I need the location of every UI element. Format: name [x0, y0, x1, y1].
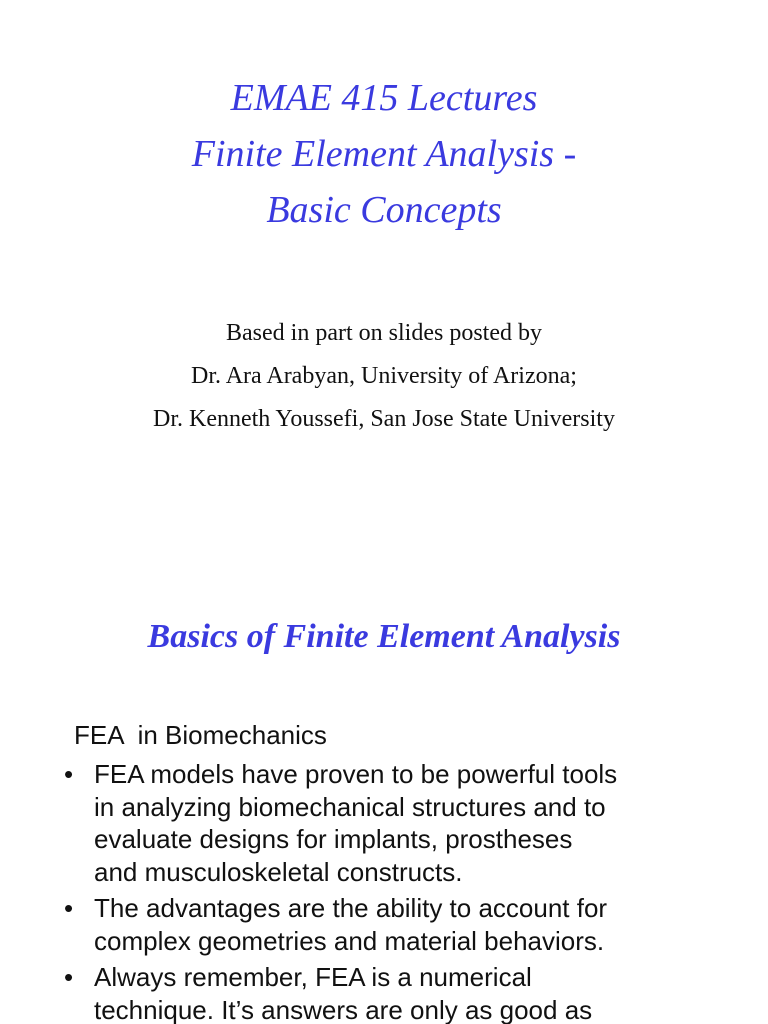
section-subheading: FEA in Biomechanics	[74, 720, 327, 750]
credits-line-1: Based in part on slides posted by	[226, 320, 542, 346]
bullet-line: and musculoskeletal constructs.	[94, 856, 463, 887]
bullet-text	[94, 892, 744, 957]
credits-line-2: Dr. Ara Arabyan, University of Arizona;	[191, 363, 577, 389]
credits-block	[0, 312, 768, 441]
bullet-icon: •	[64, 893, 74, 923]
section-title: Basics of Finite Element Analysis	[147, 618, 621, 655]
bullet-text	[94, 758, 744, 888]
bullet-line: complex geometries and material behaviors.	[94, 925, 605, 956]
bullet-line: evaluate designs for implants, prostheses	[94, 824, 573, 854]
lecture-title-line-3: Basic Concepts	[266, 189, 502, 231]
bullet-item-1	[64, 758, 744, 888]
bullet-line: Always remember, FEA is a numerical	[94, 962, 532, 992]
bullet-text	[94, 961, 744, 1024]
bullet-item-3	[64, 961, 744, 1024]
bullet-list	[64, 758, 744, 1024]
bullet-line: technique. It’s answers are only as good as	[94, 994, 593, 1024]
credits-line-3: Dr. Kenneth Youssefi, San Jose State University	[153, 406, 615, 432]
lecture-title	[0, 70, 768, 238]
lecture-title-line-1: EMAE 415 Lectures	[230, 77, 538, 119]
lecture-title-line-2: Finite Element Analysis -	[191, 133, 577, 175]
bullet-line: in analyzing biomechanical structures and to	[94, 791, 606, 822]
bullet-line: The advantages are the ability to account for	[94, 893, 608, 923]
bullet-item-2	[64, 892, 744, 957]
bullet-icon: •	[64, 759, 74, 789]
bullet-line: FEA models have proven to be powerful tools	[94, 759, 618, 789]
bullet-icon: •	[64, 962, 74, 992]
